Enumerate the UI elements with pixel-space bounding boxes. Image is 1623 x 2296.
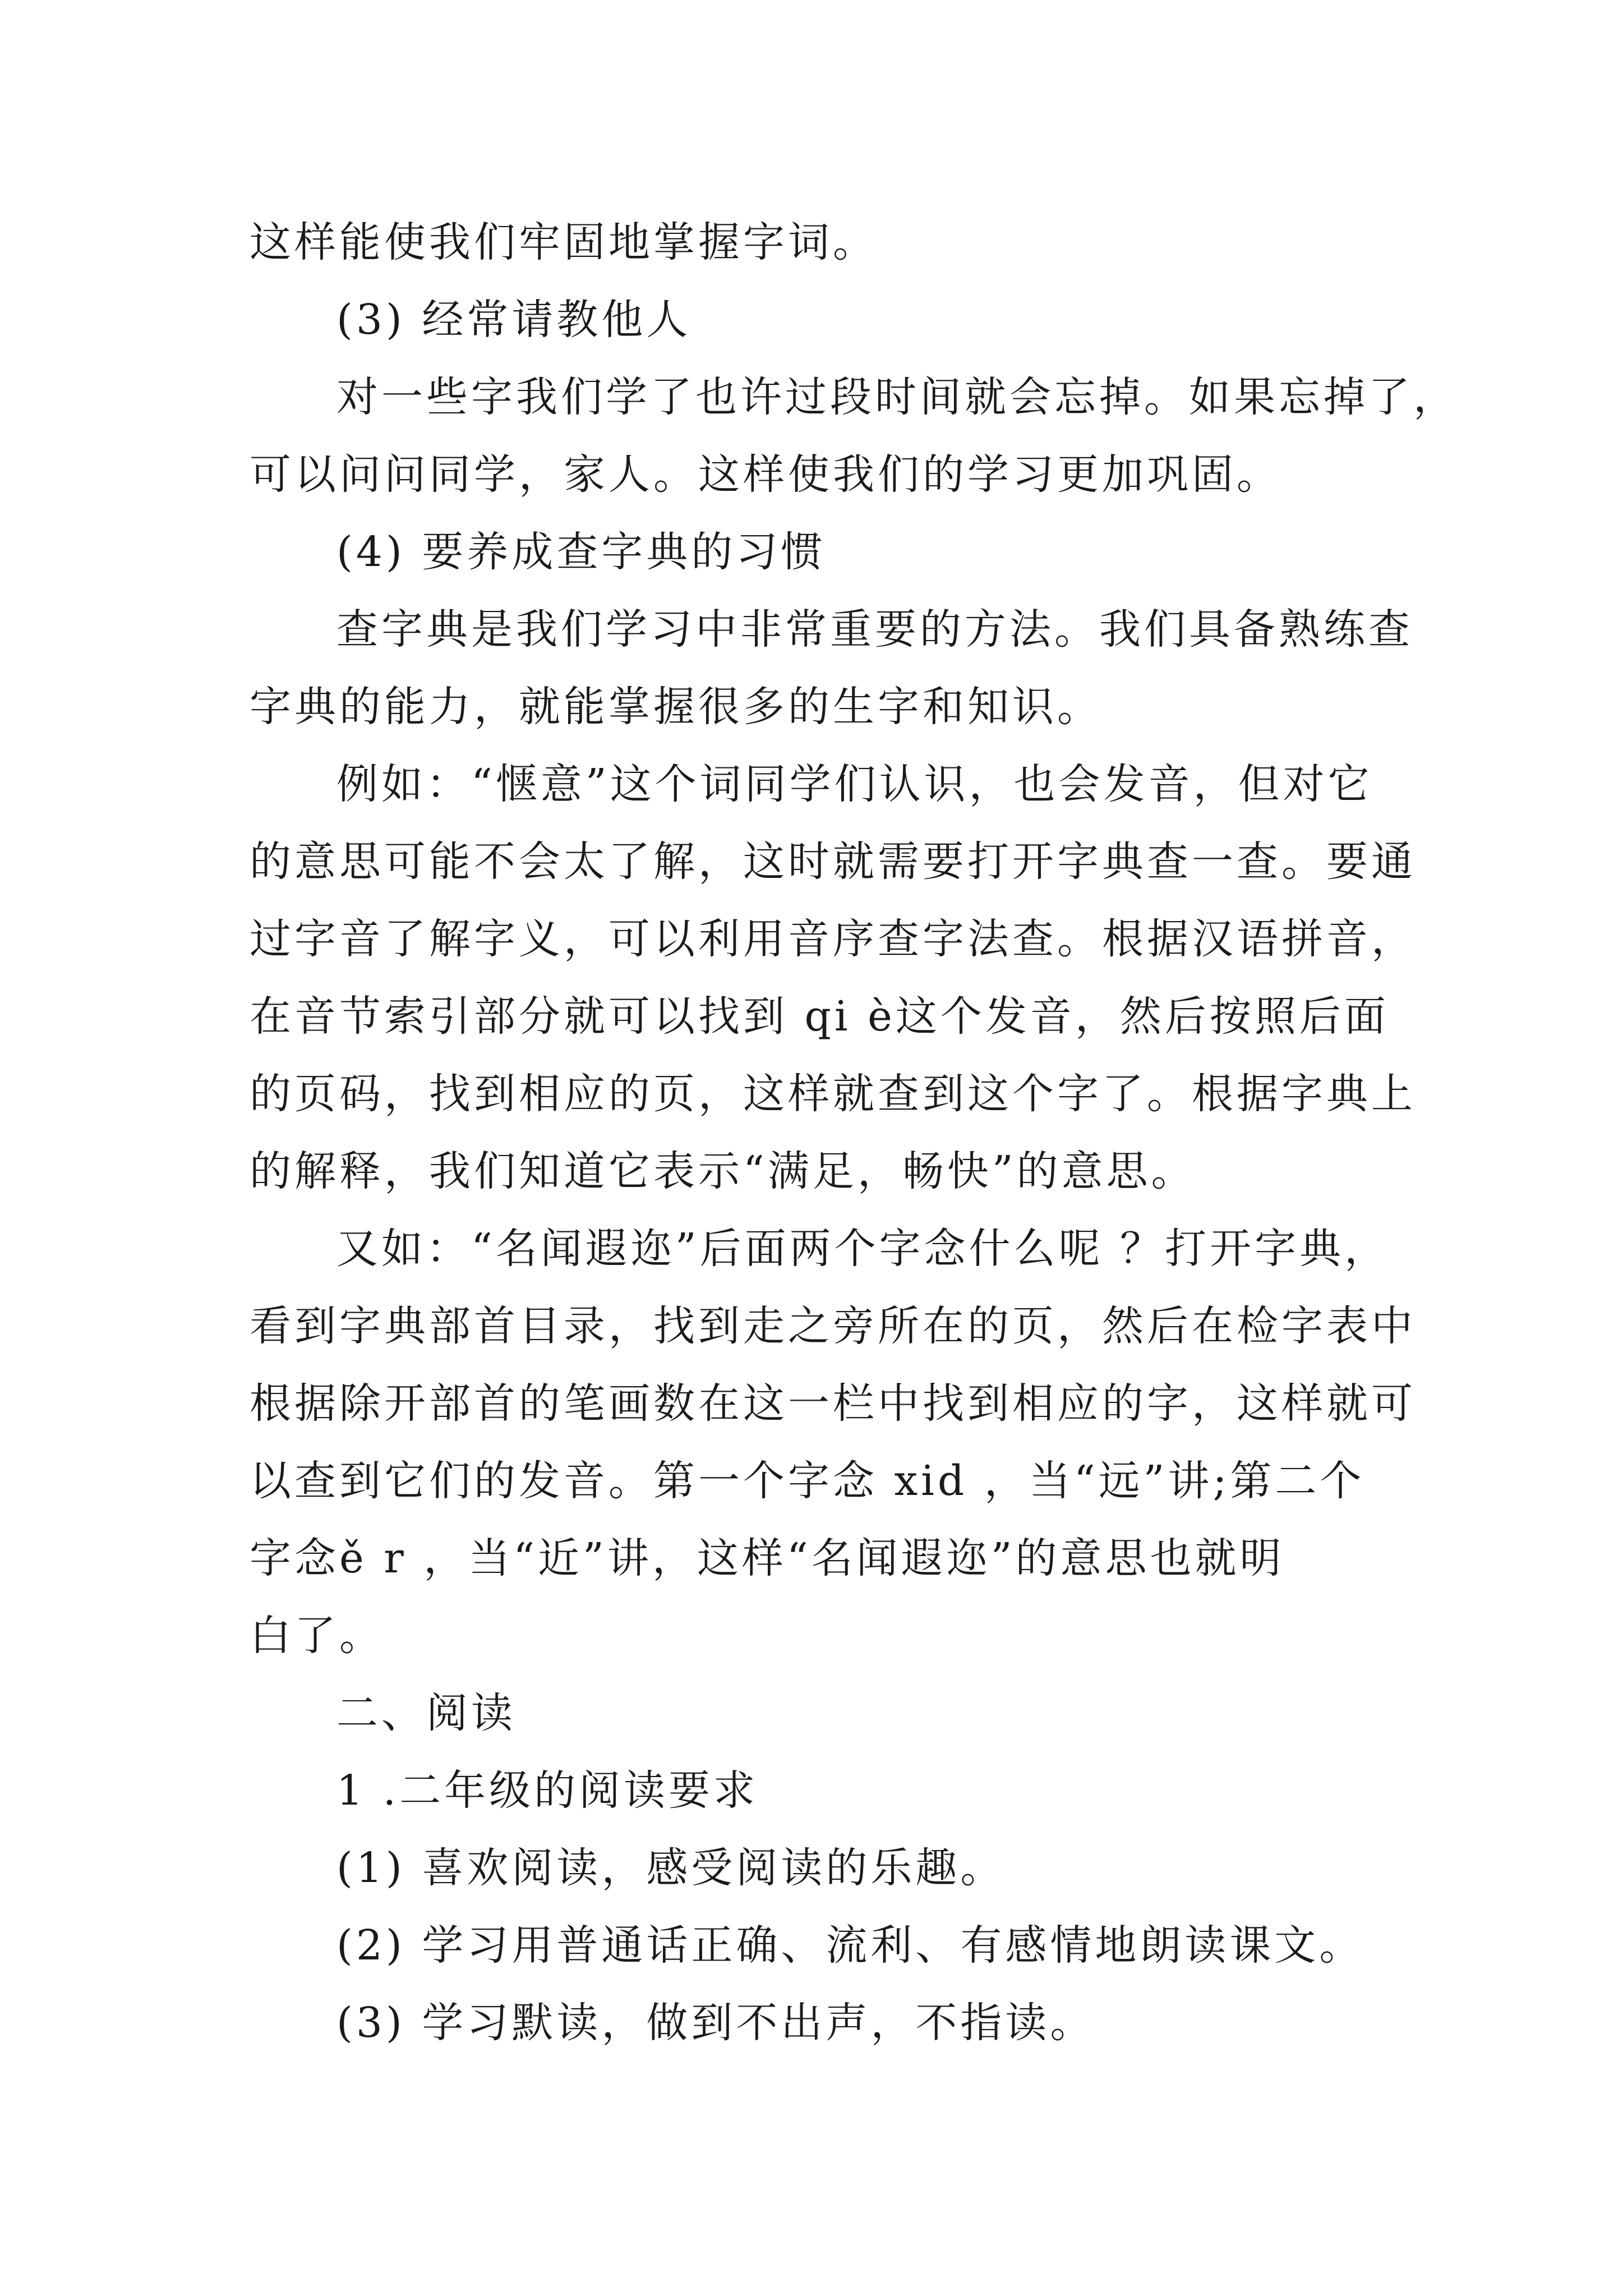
text-line: 可以问问同学，家人。这样使我们的学习更加巩固。 [250,450,1281,499]
text-line: 字念ě r ，当“近”讲，这样“名闻遐迩”的意思也就明 [250,1534,1285,1582]
text-line: 例如：“惬意”这个词同学们认识，也会发音，但对它 [336,760,1373,808]
section-heading: 二、阅读 [336,1689,516,1737]
text-line: 对一些字我们学了也许过段时间就会忘掉。如果忘掉了， [336,373,1458,421]
text-line: 又如：“名闻遐迩”后面两个字念什么呢 ？打开字典， [336,1225,1390,1273]
subsection-heading: 1 .二年级的阅读要求 [336,1766,759,1815]
list-item: (3) 学习默读，做到不出声，不指读。 [336,1999,1095,2047]
section-heading: (3) 经常请教他人 [336,296,691,344]
text-line: 白了。 [250,1612,384,1660]
text-line: 查字典是我们学习中非常重要的方法。我们具备熟练查 [336,605,1413,654]
text-line: 以查到它们的发音。第一个字念 xid ，当“远”讲;第二个 [250,1457,1365,1505]
text-line: 的解释，我们知道它表示“满足，畅快”的意思。 [250,1147,1196,1195]
text-line: 这样能使我们牢固地掌握字词。 [250,218,878,266]
text-line: 看到字典部首目录，找到走之旁所在的页，然后在检字表中 [250,1302,1416,1350]
list-item: (2) 学习用普通话正确、流利、有感情地朗读课文。 [336,1921,1364,1970]
list-item: (1) 喜欢阅读，感受阅读的乐趣。 [336,1844,1006,1892]
text-line: 的页码，找到相应的页，这样就查到这个字了。根据字典上 [250,1070,1416,1118]
text-line: 过字音了解字义，可以利用音序查字法查。根据汉语拼音， [250,915,1416,963]
text-line: 在音节索引部分就可以找到 qi è这个发音，然后按照后面 [250,992,1389,1041]
text-line: 字典的能力，就能掌握很多的生字和知识。 [250,683,1102,731]
text-line: 根据除开部首的笔画数在这一栏中找到相应的字，这样就可 [250,1379,1416,1428]
text-line: 的意思可能不会太了解，这时就需要打开字典查一查。要通 [250,838,1416,886]
section-heading: (4) 要养成查字典的习惯 [336,528,826,576]
